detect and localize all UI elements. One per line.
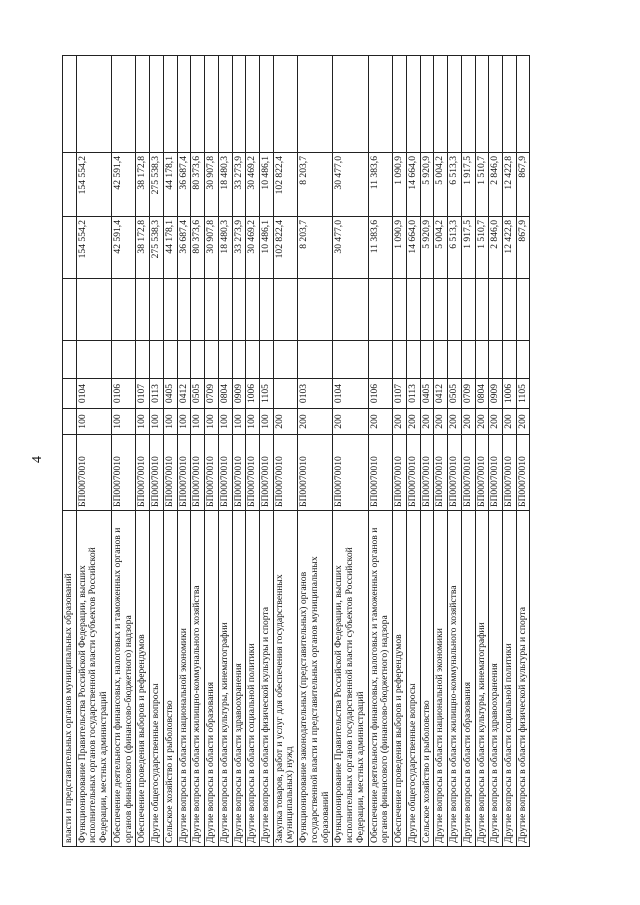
expense-type-cell: 100 [246, 409, 260, 435]
empty-cell [205, 56, 219, 153]
expense-type-cell: 200 [368, 409, 392, 435]
expense-type-cell: 100 [136, 409, 150, 435]
expense-type-cell: 200 [406, 409, 420, 435]
expense-type-cell: 200 [298, 409, 333, 435]
table-row [475, 56, 489, 847]
empty-cell [246, 341, 260, 379]
empty-cell [475, 56, 489, 153]
amount-cell-3: 33 273,9 [232, 153, 246, 217]
table-row [177, 56, 191, 847]
amount-cell-2: 12 422,8 [502, 217, 516, 279]
amount-cell-3: 11 383,6 [368, 153, 392, 217]
amount-cell-3 [63, 153, 77, 217]
empty-cell [461, 56, 475, 153]
section-code-cell: 1006 [502, 379, 516, 409]
target-article-code-cell: БП00070010 [232, 435, 246, 511]
empty-cell [502, 341, 516, 379]
row-name-cell: Другие вопросы в области здравоохранения [489, 511, 503, 847]
amount-cell-2: 5 920,9 [420, 217, 434, 279]
amount-cell-3: 38 172,8 [136, 153, 150, 217]
amount-cell-3: 154 554,2 [76, 153, 111, 217]
amount-cell-2: 5 004,2 [434, 217, 448, 279]
target-article-code-cell: БП00070010 [76, 435, 111, 511]
row-name-cell: Функционирование Правительства Российской Федерации, высших исполнительных органов государственной власти субъектов Российской Федерации, местных администраций [76, 511, 111, 847]
expense-type-cell: 200 [475, 409, 489, 435]
amount-cell-1 [191, 279, 205, 341]
amount-cell-1 [218, 279, 232, 341]
target-article-code-cell: БП00070010 [136, 435, 150, 511]
table-row [502, 56, 516, 847]
amount-cell-2: 275 538,3 [150, 217, 164, 279]
empty-cell [205, 341, 219, 379]
amount-cell-1 [63, 279, 77, 341]
empty-cell [136, 341, 150, 379]
target-article-code-cell: БП00070010 [333, 435, 368, 511]
table-row [434, 56, 448, 847]
row-name-cell: Другие вопросы в области жилищно-коммунального хозяйства [191, 511, 205, 847]
section-code-cell: 1105 [516, 379, 530, 409]
empty-cell [333, 341, 368, 379]
row-name-cell: Другие вопросы в области образования [461, 511, 475, 847]
amount-cell-3: 867,9 [516, 153, 530, 217]
expense-type-cell: 100 [232, 409, 246, 435]
empty-cell [260, 341, 274, 379]
table-row [218, 56, 232, 847]
empty-cell [232, 341, 246, 379]
amount-cell-1 [298, 279, 333, 341]
empty-cell [177, 341, 191, 379]
expense-type-cell: 200 [461, 409, 475, 435]
section-code-cell: 1105 [260, 379, 274, 409]
expense-type-cell: 200 [393, 409, 407, 435]
amount-cell-2: 102 822,4 [273, 217, 297, 279]
empty-cell [448, 56, 462, 153]
empty-cell [406, 56, 420, 153]
table-row [76, 56, 111, 847]
empty-cell [150, 56, 164, 153]
amount-cell-2: 1 917,5 [461, 217, 475, 279]
row-name-cell: Другие общегосударственные вопросы [150, 511, 164, 847]
amount-cell-3: 18 480,3 [218, 153, 232, 217]
amount-cell-3: 12 422,8 [502, 153, 516, 217]
amount-cell-3: 10 486,1 [260, 153, 274, 217]
empty-cell [177, 56, 191, 153]
target-article-code-cell: БП00070010 [368, 435, 392, 511]
table-row [111, 56, 135, 847]
amount-cell-3: 275 538,3 [150, 153, 164, 217]
amount-cell-1 [368, 279, 392, 341]
amount-cell-1 [434, 279, 448, 341]
budget-table [62, 55, 530, 847]
section-code-cell: 0107 [393, 379, 407, 409]
section-code-cell: 0804 [218, 379, 232, 409]
amount-cell-3: 1 917,5 [461, 153, 475, 217]
table-row [63, 56, 77, 847]
amount-cell-1 [177, 279, 191, 341]
table-row [461, 56, 475, 847]
amount-cell-1 [502, 279, 516, 341]
amount-cell-1 [273, 279, 297, 341]
section-code-cell: 0909 [232, 379, 246, 409]
amount-cell-3: 80 373,6 [191, 153, 205, 217]
budget-table-body [63, 56, 530, 847]
empty-cell [150, 341, 164, 379]
target-article-code-cell: БП00070010 [205, 435, 219, 511]
row-name-cell: Функционирование Правительства Российской Федерации, высших исполнительных органов государственной власти субъектов Российской Федерации, местных администраций [333, 511, 368, 847]
expense-type-cell: 200 [273, 409, 297, 435]
target-article-code-cell: БП00070010 [163, 435, 177, 511]
empty-cell [246, 56, 260, 153]
row-name-cell: Закупка товаров, работ и услуг для обеспечения государственных (муниципальных) нужд [273, 511, 297, 847]
amount-cell-3: 1 090,9 [393, 153, 407, 217]
empty-cell [298, 341, 333, 379]
table-row [232, 56, 246, 847]
table-row [420, 56, 434, 847]
expense-type-cell: 200 [434, 409, 448, 435]
empty-cell [420, 341, 434, 379]
amount-cell-3: 5 920,9 [420, 153, 434, 217]
amount-cell-1 [111, 279, 135, 341]
page-number: 4 [30, 456, 45, 463]
target-article-code-cell: БП00070010 [420, 435, 434, 511]
amount-cell-1 [260, 279, 274, 341]
section-code-cell: 0412 [434, 379, 448, 409]
empty-cell [218, 341, 232, 379]
row-name-cell: Другие вопросы в области здравоохранения [232, 511, 246, 847]
section-code-cell: 0104 [333, 379, 368, 409]
target-article-code-cell: БП00070010 [177, 435, 191, 511]
table-row [205, 56, 219, 847]
target-article-code-cell: БП00070010 [273, 435, 297, 511]
empty-cell [516, 341, 530, 379]
empty-cell [502, 56, 516, 153]
empty-cell [191, 341, 205, 379]
target-article-code-cell: БП00070010 [475, 435, 489, 511]
row-name-cell: Обеспечение проведения выборов и референдумов [136, 511, 150, 847]
amount-cell-2: 42 591,4 [111, 217, 135, 279]
section-code-cell: 0405 [420, 379, 434, 409]
row-name-cell: Сельское хозяйство и рыболовство [420, 511, 434, 847]
amount-cell-2: 30 469,2 [246, 217, 260, 279]
amount-cell-1 [205, 279, 219, 341]
amount-cell-2: 1 510,7 [475, 217, 489, 279]
empty-cell [434, 341, 448, 379]
table-row [191, 56, 205, 847]
empty-cell [260, 56, 274, 153]
expense-type-cell: 100 [111, 409, 135, 435]
amount-cell-1 [475, 279, 489, 341]
table-row [368, 56, 392, 847]
expense-type-cell: 200 [502, 409, 516, 435]
amount-cell-2: 36 687,4 [177, 217, 191, 279]
amount-cell-3: 44 178,1 [163, 153, 177, 217]
expense-type-cell: 100 [163, 409, 177, 435]
table-row [136, 56, 150, 847]
amount-cell-3: 14 664,0 [406, 153, 420, 217]
amount-cell-2: 6 513,3 [448, 217, 462, 279]
target-article-code-cell: БП00070010 [191, 435, 205, 511]
amount-cell-2: 44 178,1 [163, 217, 177, 279]
amount-cell-2: 18 480,3 [218, 217, 232, 279]
amount-cell-3: 102 822,4 [273, 153, 297, 217]
section-code-cell: 0104 [76, 379, 111, 409]
section-code-cell: 0106 [111, 379, 135, 409]
row-name-cell: Другие вопросы в области национальной экономики [177, 511, 191, 847]
amount-cell-2: 10 486,1 [260, 217, 274, 279]
row-name-cell: Другие общегосударственные вопросы [406, 511, 420, 847]
row-name-cell: Другие вопросы в области физической культуры и спорта [516, 511, 530, 847]
target-article-code-cell: БП00070010 [434, 435, 448, 511]
amount-cell-1 [489, 279, 503, 341]
table-row [489, 56, 503, 847]
empty-cell [298, 56, 333, 153]
table-row [448, 56, 462, 847]
row-name-cell: Обеспечение деятельности финансовых, налоговых и таможенных органов и органов финансового (финансово-бюджетного) надзора [368, 511, 392, 847]
empty-cell [111, 56, 135, 153]
section-code-cell: 0412 [177, 379, 191, 409]
table-row [393, 56, 407, 847]
amount-cell-3: 30 907,8 [205, 153, 219, 217]
amount-cell-2: 33 273,9 [232, 217, 246, 279]
empty-cell [232, 56, 246, 153]
expense-type-cell: 200 [420, 409, 434, 435]
row-name-cell: Обеспечение проведения выборов и референдумов [393, 511, 407, 847]
empty-cell [516, 56, 530, 153]
empty-cell [191, 56, 205, 153]
target-article-code-cell: БП00070010 [393, 435, 407, 511]
section-code-cell: 0909 [489, 379, 503, 409]
row-name-cell: Сельское хозяйство и рыболовство [163, 511, 177, 847]
amount-cell-2: 8 203,7 [298, 217, 333, 279]
amount-cell-2: 14 664,0 [406, 217, 420, 279]
empty-cell [63, 56, 77, 153]
empty-cell [136, 56, 150, 153]
row-name-cell: Другие вопросы в области жилищно-коммунального хозяйства [448, 511, 462, 847]
target-article-code-cell: БП00070010 [448, 435, 462, 511]
amount-cell-3: 6 513,3 [448, 153, 462, 217]
amount-cell-3: 5 004,2 [434, 153, 448, 217]
target-article-code-cell: БП00070010 [150, 435, 164, 511]
amount-cell-2: 154 554,2 [76, 217, 111, 279]
amount-cell-2 [63, 217, 77, 279]
section-code-cell: 0709 [461, 379, 475, 409]
target-article-code-cell: БП00070010 [260, 435, 274, 511]
expense-type-cell: 100 [205, 409, 219, 435]
expense-type-cell: 200 [516, 409, 530, 435]
empty-cell [273, 56, 297, 153]
table-row [150, 56, 164, 847]
section-code-cell: 0113 [406, 379, 420, 409]
amount-cell-3: 1 510,7 [475, 153, 489, 217]
empty-cell [76, 341, 111, 379]
amount-cell-1 [150, 279, 164, 341]
row-name-cell: Обеспечение деятельности финансовых, налоговых и таможенных органов и органов финансового (финансово-бюджетного) надзора [111, 511, 135, 847]
section-code-cell: 0505 [191, 379, 205, 409]
amount-cell-1 [461, 279, 475, 341]
target-article-code-cell: БП00070010 [218, 435, 232, 511]
section-code-cell: 0709 [205, 379, 219, 409]
expense-type-cell: 100 [191, 409, 205, 435]
empty-cell [434, 56, 448, 153]
section-code-cell: 0405 [163, 379, 177, 409]
row-name-cell: Другие вопросы в области национальной экономики [434, 511, 448, 847]
section-code-cell [63, 379, 77, 409]
table-row [333, 56, 368, 847]
expense-type-cell: 100 [218, 409, 232, 435]
amount-cell-2: 38 172,8 [136, 217, 150, 279]
empty-cell [475, 341, 489, 379]
empty-cell [448, 341, 462, 379]
target-article-code-cell: БП00070010 [298, 435, 333, 511]
row-name-cell: Другие вопросы в области культуры, кинематографии [218, 511, 232, 847]
table-row [273, 56, 297, 847]
row-name-cell: Другие вопросы в области социальной политики [502, 511, 516, 847]
empty-cell [163, 56, 177, 153]
empty-cell [393, 56, 407, 153]
table-row [406, 56, 420, 847]
amount-cell-3: 8 203,7 [298, 153, 333, 217]
amount-cell-2: 1 090,9 [393, 217, 407, 279]
section-code-cell: 0107 [136, 379, 150, 409]
section-code-cell: 0505 [448, 379, 462, 409]
amount-cell-1 [246, 279, 260, 341]
amount-cell-1 [448, 279, 462, 341]
row-name-cell: Другие вопросы в области физической культуры и спорта [260, 511, 274, 847]
row-name-cell: власти и представительных органов муниципальных образований [63, 511, 77, 847]
empty-cell [368, 56, 392, 153]
amount-cell-2: 867,9 [516, 217, 530, 279]
target-article-code-cell: БП00070010 [516, 435, 530, 511]
expense-type-cell [63, 409, 77, 435]
section-code-cell [273, 379, 297, 409]
expense-type-cell: 200 [448, 409, 462, 435]
amount-cell-3: 30 477,0 [333, 153, 368, 217]
row-name-cell: Другие вопросы в области культуры, кинематографии [475, 511, 489, 847]
amount-cell-1 [76, 279, 111, 341]
expense-type-cell: 100 [177, 409, 191, 435]
amount-cell-1 [406, 279, 420, 341]
amount-cell-2: 2 846,0 [489, 217, 503, 279]
target-article-code-cell: БП00070010 [502, 435, 516, 511]
row-name-cell: Другие вопросы в области социальной политики [246, 511, 260, 847]
empty-cell [406, 341, 420, 379]
amount-cell-3: 2 846,0 [489, 153, 503, 217]
section-code-cell: 0804 [475, 379, 489, 409]
empty-cell [218, 56, 232, 153]
expense-type-cell: 100 [260, 409, 274, 435]
empty-cell [368, 341, 392, 379]
empty-cell [461, 341, 475, 379]
empty-cell [76, 56, 111, 153]
row-name-cell: Другие вопросы в области образования [205, 511, 219, 847]
target-article-code-cell: БП00070010 [406, 435, 420, 511]
row-name-cell: Функционирование законодательных (представительных) органов государственной власти и представительных органов муниципальных образований [298, 511, 333, 847]
table-row [260, 56, 274, 847]
amount-cell-3: 30 469,2 [246, 153, 260, 217]
amount-cell-1 [136, 279, 150, 341]
amount-cell-3: 36 687,4 [177, 153, 191, 217]
target-article-code-cell [63, 435, 77, 511]
amount-cell-1 [393, 279, 407, 341]
expense-type-cell: 200 [489, 409, 503, 435]
expense-type-cell: 200 [333, 409, 368, 435]
target-article-code-cell: БП00070010 [461, 435, 475, 511]
amount-cell-2: 80 373,6 [191, 217, 205, 279]
empty-cell [420, 56, 434, 153]
empty-cell [333, 56, 368, 153]
amount-cell-2: 30 477,0 [333, 217, 368, 279]
amount-cell-1 [516, 279, 530, 341]
amount-cell-1 [333, 279, 368, 341]
amount-cell-3: 42 591,4 [111, 153, 135, 217]
table-row [163, 56, 177, 847]
amount-cell-2: 11 383,6 [368, 217, 392, 279]
empty-cell [393, 341, 407, 379]
table-row [298, 56, 333, 847]
amount-cell-1 [420, 279, 434, 341]
amount-cell-2: 30 907,8 [205, 217, 219, 279]
table-row [246, 56, 260, 847]
amount-cell-1 [232, 279, 246, 341]
section-code-cell: 1006 [246, 379, 260, 409]
empty-cell [63, 341, 77, 379]
expense-type-cell: 100 [76, 409, 111, 435]
empty-cell [163, 341, 177, 379]
empty-cell [111, 341, 135, 379]
section-code-cell: 0103 [298, 379, 333, 409]
table-row [516, 56, 530, 847]
amount-cell-1 [163, 279, 177, 341]
empty-cell [489, 341, 503, 379]
expense-type-cell: 100 [150, 409, 164, 435]
empty-cell [273, 341, 297, 379]
target-article-code-cell: БП00070010 [111, 435, 135, 511]
target-article-code-cell: БП00070010 [246, 435, 260, 511]
section-code-cell: 0113 [150, 379, 164, 409]
target-article-code-cell: БП00070010 [489, 435, 503, 511]
empty-cell [489, 56, 503, 153]
section-code-cell: 0106 [368, 379, 392, 409]
